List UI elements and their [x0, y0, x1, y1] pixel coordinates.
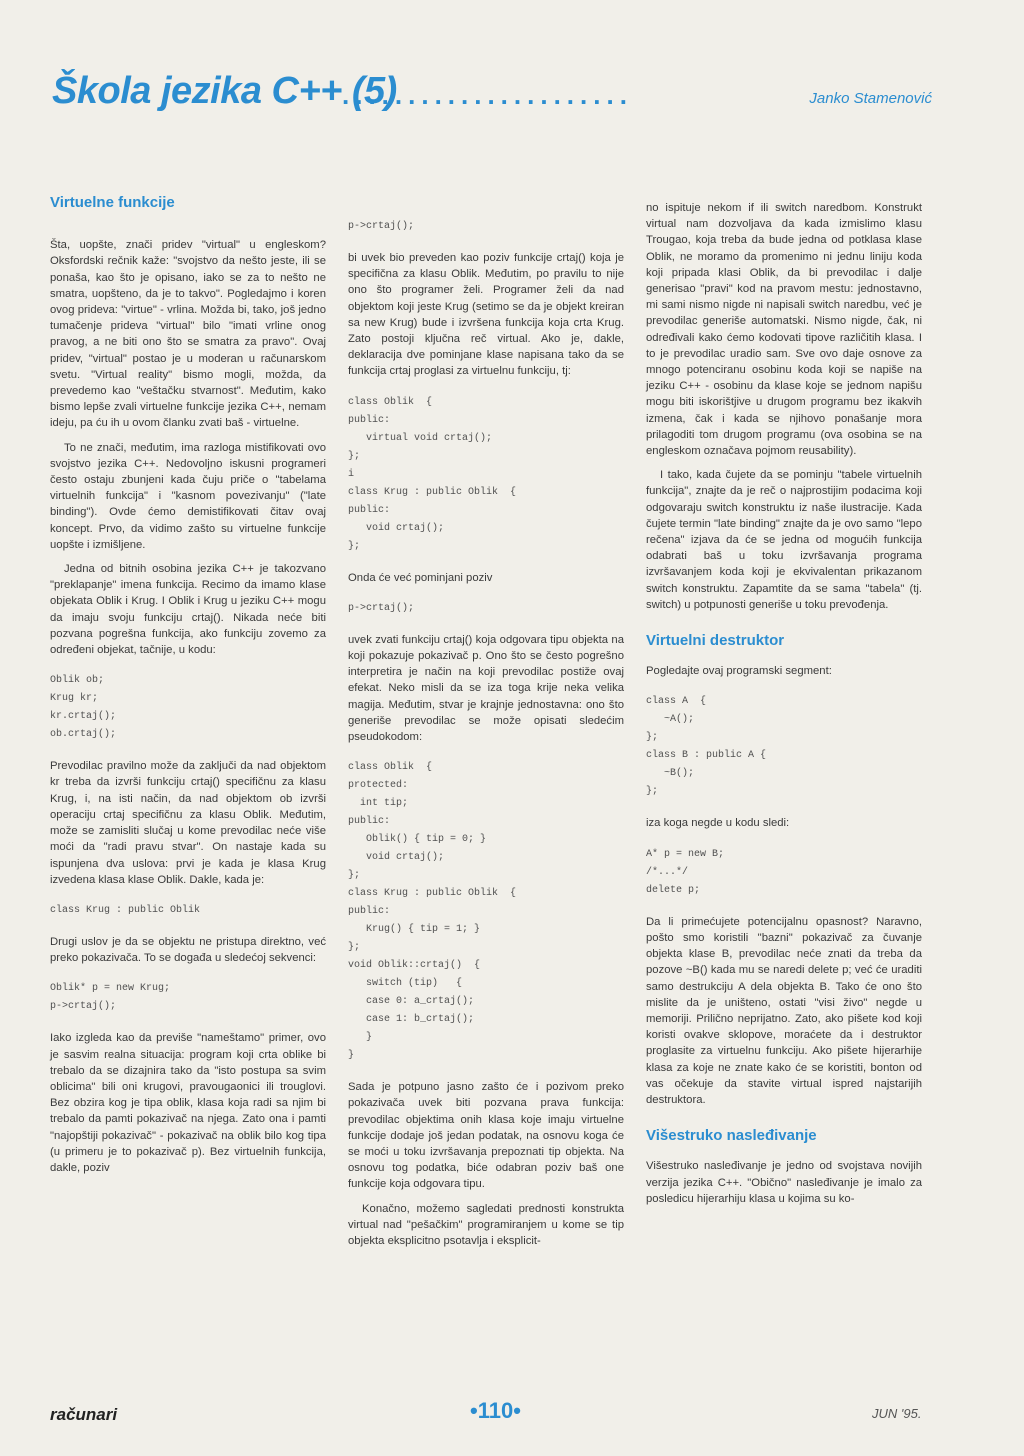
issue-date: JUN '95.	[872, 1406, 922, 1421]
paragraph: Onda će već pominjani poziv	[348, 571, 493, 584]
paragraph: Šta, uopšte, znači pridev "virtual" u engleskom? Oksfordski rečnik kaže: "svojstvo da nešto jeste, ili se ponaša, kao što je opisano, iako se za to nešto ne smatra, uopšteno, da je to takvo". Pogledajmo i koren ovog prideva: "virtue" - vrlina. Možda bi, tako, još jedno tumačenje prideva "virtual" bilo "imati vrline onog pravog, a ne biti ono što se smatra za pravo". Ovaj pridev, "virtual" postao je u moderan u računarskom svetu. "Virtual reality" bismo mogli, možda, da prevedemo kao "veštačku stvarnost". Međutim, kako bismo lepše zvali virtuelne funkcije jezika C++, nemam ideju, pa ću ih u ovom članku zvati baš - virtuelne.	[50, 239, 326, 430]
paragraph: Drugi uslov je da se objektu ne pristupa direktno, već preko pokazivača. To se događa u sledećoj sekvenci:	[50, 935, 326, 965]
code-block: Oblik* p = new Krug; p->crtaj();	[50, 983, 171, 1013]
paragraph: Višestruko nasleđivanje je jedno od svojstava novijih verzija jezika C++. "Obično" nasleđivanje je imalo za posledicu hijerarhiju klasa u kojima su ko-	[646, 1160, 922, 1205]
page-header	[52, 70, 932, 120]
paragraph: I tako, kada čujete da se pominju "tabele virtuelnih funkcija", znajte da je reč o najprostijim podacima koji odgovaraju switch konstruktu iz naše ilustracije. Kada čujete termin "late binding" znajte da je ovo samo "lepo rečena" izjava da će se jedna od mogućih funkcija odabrati baš u toku izvršavanja programa izvršavanjem koda koji je ekvivalentan prikazanom switch konstruktu. Zapamtite da se sama "tabela" (tj. switch) u potpunosti generiše u toku prevođenja.	[646, 469, 922, 611]
paragraph: iza koga negde u kodu sledi:	[646, 817, 790, 830]
page-number: •110•	[470, 1398, 521, 1423]
paragraph: Sada je potpuno jasno zašto će i pozivom preko pokazivača uvek biti pozvana prava funkcija: prevodilac objektima onih klasa koje imaju virtuelne funkcije dodaje još jedan podatak, na osnovu koga će se moći u toku izvršavanja prepoznati tip objekta. Na osnovu tog podatka, biće odabran poziv baš one funkcije koja odgovara tipu.	[348, 1081, 624, 1191]
code-block: class Oblik { public: virtual void crtaj(); }; i class Krug : public Oblik { public: void crtaj(); };	[348, 396, 517, 552]
author-name: Janko Stamenović	[809, 90, 932, 107]
code-block: A* p = new B; /*...*/ delete p;	[646, 848, 725, 896]
section-heading: Višestruko nasleđivanje	[646, 1127, 817, 1145]
column-3	[646, 200, 922, 1215]
code-block: class A { ~A(); }; class B : public A { ~B(); };	[646, 696, 767, 798]
paragraph: Prevodilac pravilno može da zaključi da nad objektom kr treba da izvrši funkciju crtaj() specifičnu za klasu Krug, i, na isti način, da nad objektom ob izvrši operaciju crtaj specifičnu za klasu Oblik. Međutim, može se zamisliti slučaj u kome prevodilac neće više moći da "radi pravu stvar". On nastaje kada su ispunjena dva uslova: prvi je kada je klasa Krug izvedena klasa klase Oblik. Dakle, kada je:	[50, 760, 326, 886]
paragraph: Jedna od bitnih osobina jezika C++ je takozvano "preklapanje" imena funkcija. Recimo da imamo klase objekata Oblik i Krug. I Oblik i Krug u jeziku C++ mogu da imaju svoju funkciju crtaj(). Nikada neće biti pozvana pogrešna funkcija, ako funkciju zovemo za određeni objekat, tačnije, u kodu:	[50, 563, 326, 657]
code-block: class Oblik { protected: int tip; public: Oblik() { tip = 0; } void crtaj(); }; class Krug : public Oblik { public: Krug() { tip = 1; } }; void Oblik::crtaj() { switch (tip) { case 0: a_crtaj(); case 1: b_crtaj(); } }	[348, 762, 517, 1062]
title-leader-dots: ......................	[342, 80, 633, 110]
code-block: class Krug : public Oblik	[50, 904, 201, 916]
magazine-name: računari	[50, 1405, 118, 1424]
code-block: p->crtaj();	[348, 602, 415, 614]
paragraph: Konačno, možemo sagledati prednosti konstrukta virtual nad "pešačkim" programiranjem u kome se tip objekta eksplicitno psotavlja i eksplicit-	[348, 1202, 624, 1248]
paragraph: bi uvek bio preveden kao poziv funkcije crtaj() koja je specifična za klasu Oblik. Međutim, po pravilu to nije ono što programer želi. Programer želi da nad objektom koji jeste Krug (setimo se da je objekt kreiran sa new Krug) bude i izvršena funkcija koja crta Krug. Zato postoji ključna reč virtual. Ako je, dakle, deklaracija dve pominjane klase napisana tako da se funkcija crtaj proglasi za virtuelnu funkciju, tj:	[348, 252, 624, 378]
code-block: Oblik ob; Krug kr; kr.crtaj(); ob.crtaj();	[50, 675, 117, 741]
code-block: p->crtaj();	[348, 221, 415, 232]
paragraph: Iako izgleda kao da previše "nameštamo" primer, ovo je sasvim realna situacija: program koji crta oblike bi trebalo da se dizajnira tako da "isto postupa sa svim oblicima" bili oni krugovi, pravougaonici ili trouglovi. Bez obzira kog je tipa oblik, klasa koja radi sa njim bi trebalo da pamti pokazivač na njega. Zato ona i pamti "najopštiji pokazivač" - pokazivač na oblik bilo kog tipa (u primeru je to pokazivač p). Bez virtuelnih funkcija, dakle, poziv	[50, 1032, 326, 1174]
article-title: Škola jezika C++ (5)	[52, 70, 397, 112]
paragraph: Pogledajte ovaj programski segment:	[646, 665, 832, 678]
section-heading: Virtuelne funkcije	[50, 194, 175, 211]
column-1	[50, 195, 326, 1184]
section-heading: Virtuelni destruktor	[646, 632, 785, 650]
paragraph: no ispituje nekom if ili switch naredbom. Konstrukt virtual nam dozvoljava da kada izmislimo klasu Trougao, koja treba da bude jedna od potklasa klase Oblik, ne moramo da promenimo ni jednu liniju koda koji pripada klasi Oblik, da bi prevodilac i dalje generisao "pravi" kod na pravom mestu: jednostavno, mi sami nismo nigde ni napisali switch naredbu, već je prevodilac generiše automatski. Nismo nigde, čak, ni određivali kako ćemo kodovati tipove različitih klasa. I to je prevodilac uradio sam. Sve ovo daje osnove za mnogo potenciranu osobinu koda koji se napiše na jeziku C++ - osobinu da klase koje se jednom napišu mogu biti iskorištjive u drugom programu bez ikakvih izmena, čak i kada se njihovo ponašanje mora prilagoditi tom drugom programu (ova osobina se na engleskom označava pojmom reusability).	[646, 202, 922, 458]
paragraph: To ne znači, međutim, ima razloga mistifikovati ovo svojstvo jezika C++. Nedovoljno iskusni programeri često ostaju zbunjeni kada čuju priče o "tabelama virtuelnih funkcija" i "kasnom povezivanju" ("late binding"). Ovde ćemo demistifikovati čitav ovaj koncept. Prvo, da vidimo zašto su virtuelne funkcije uopšte i izmišljene.	[50, 441, 326, 551]
paragraph: Da li primećujete potencijalnu opasnost? Naravno, pošto smo koristili "bazni" pokazivač za čuvanje objekta klase B, prevodilac neće znati da treba da pozove ~B() kada mu se naredi delete p; već će uraditi samo destrukciju A dela objekta B. Tako će ono što mislite da je uništeno, ostati "visi živo" negde u memoriji. Prilično neprijatno. Zato, ako pišete kod koji koristi ovakve sklopove, moraćete da i destruktor proglasite za virtuelnu funkciju. Ako pišete hijerarhije klasa za koje ne znate kako će se koristiti, bonton od vas očekuje da stavite virtual ispred najstarijih destruktora.	[646, 915, 922, 1106]
paragraph: uvek zvati funkciju crtaj() koja odgovara tipu objekta na koji pokazuje pokazivač p. Ono što se često pogrešno interpretira je način na koji prevodilac postiže ovaj efekat. Neko misli da se iza toga krije neka velika magija. Međutim, stvar je krajnje jednostavna: ono što generiše prevodilac se može opisati sledećim pseudokodom:	[348, 633, 624, 744]
column-2	[348, 218, 624, 1257]
